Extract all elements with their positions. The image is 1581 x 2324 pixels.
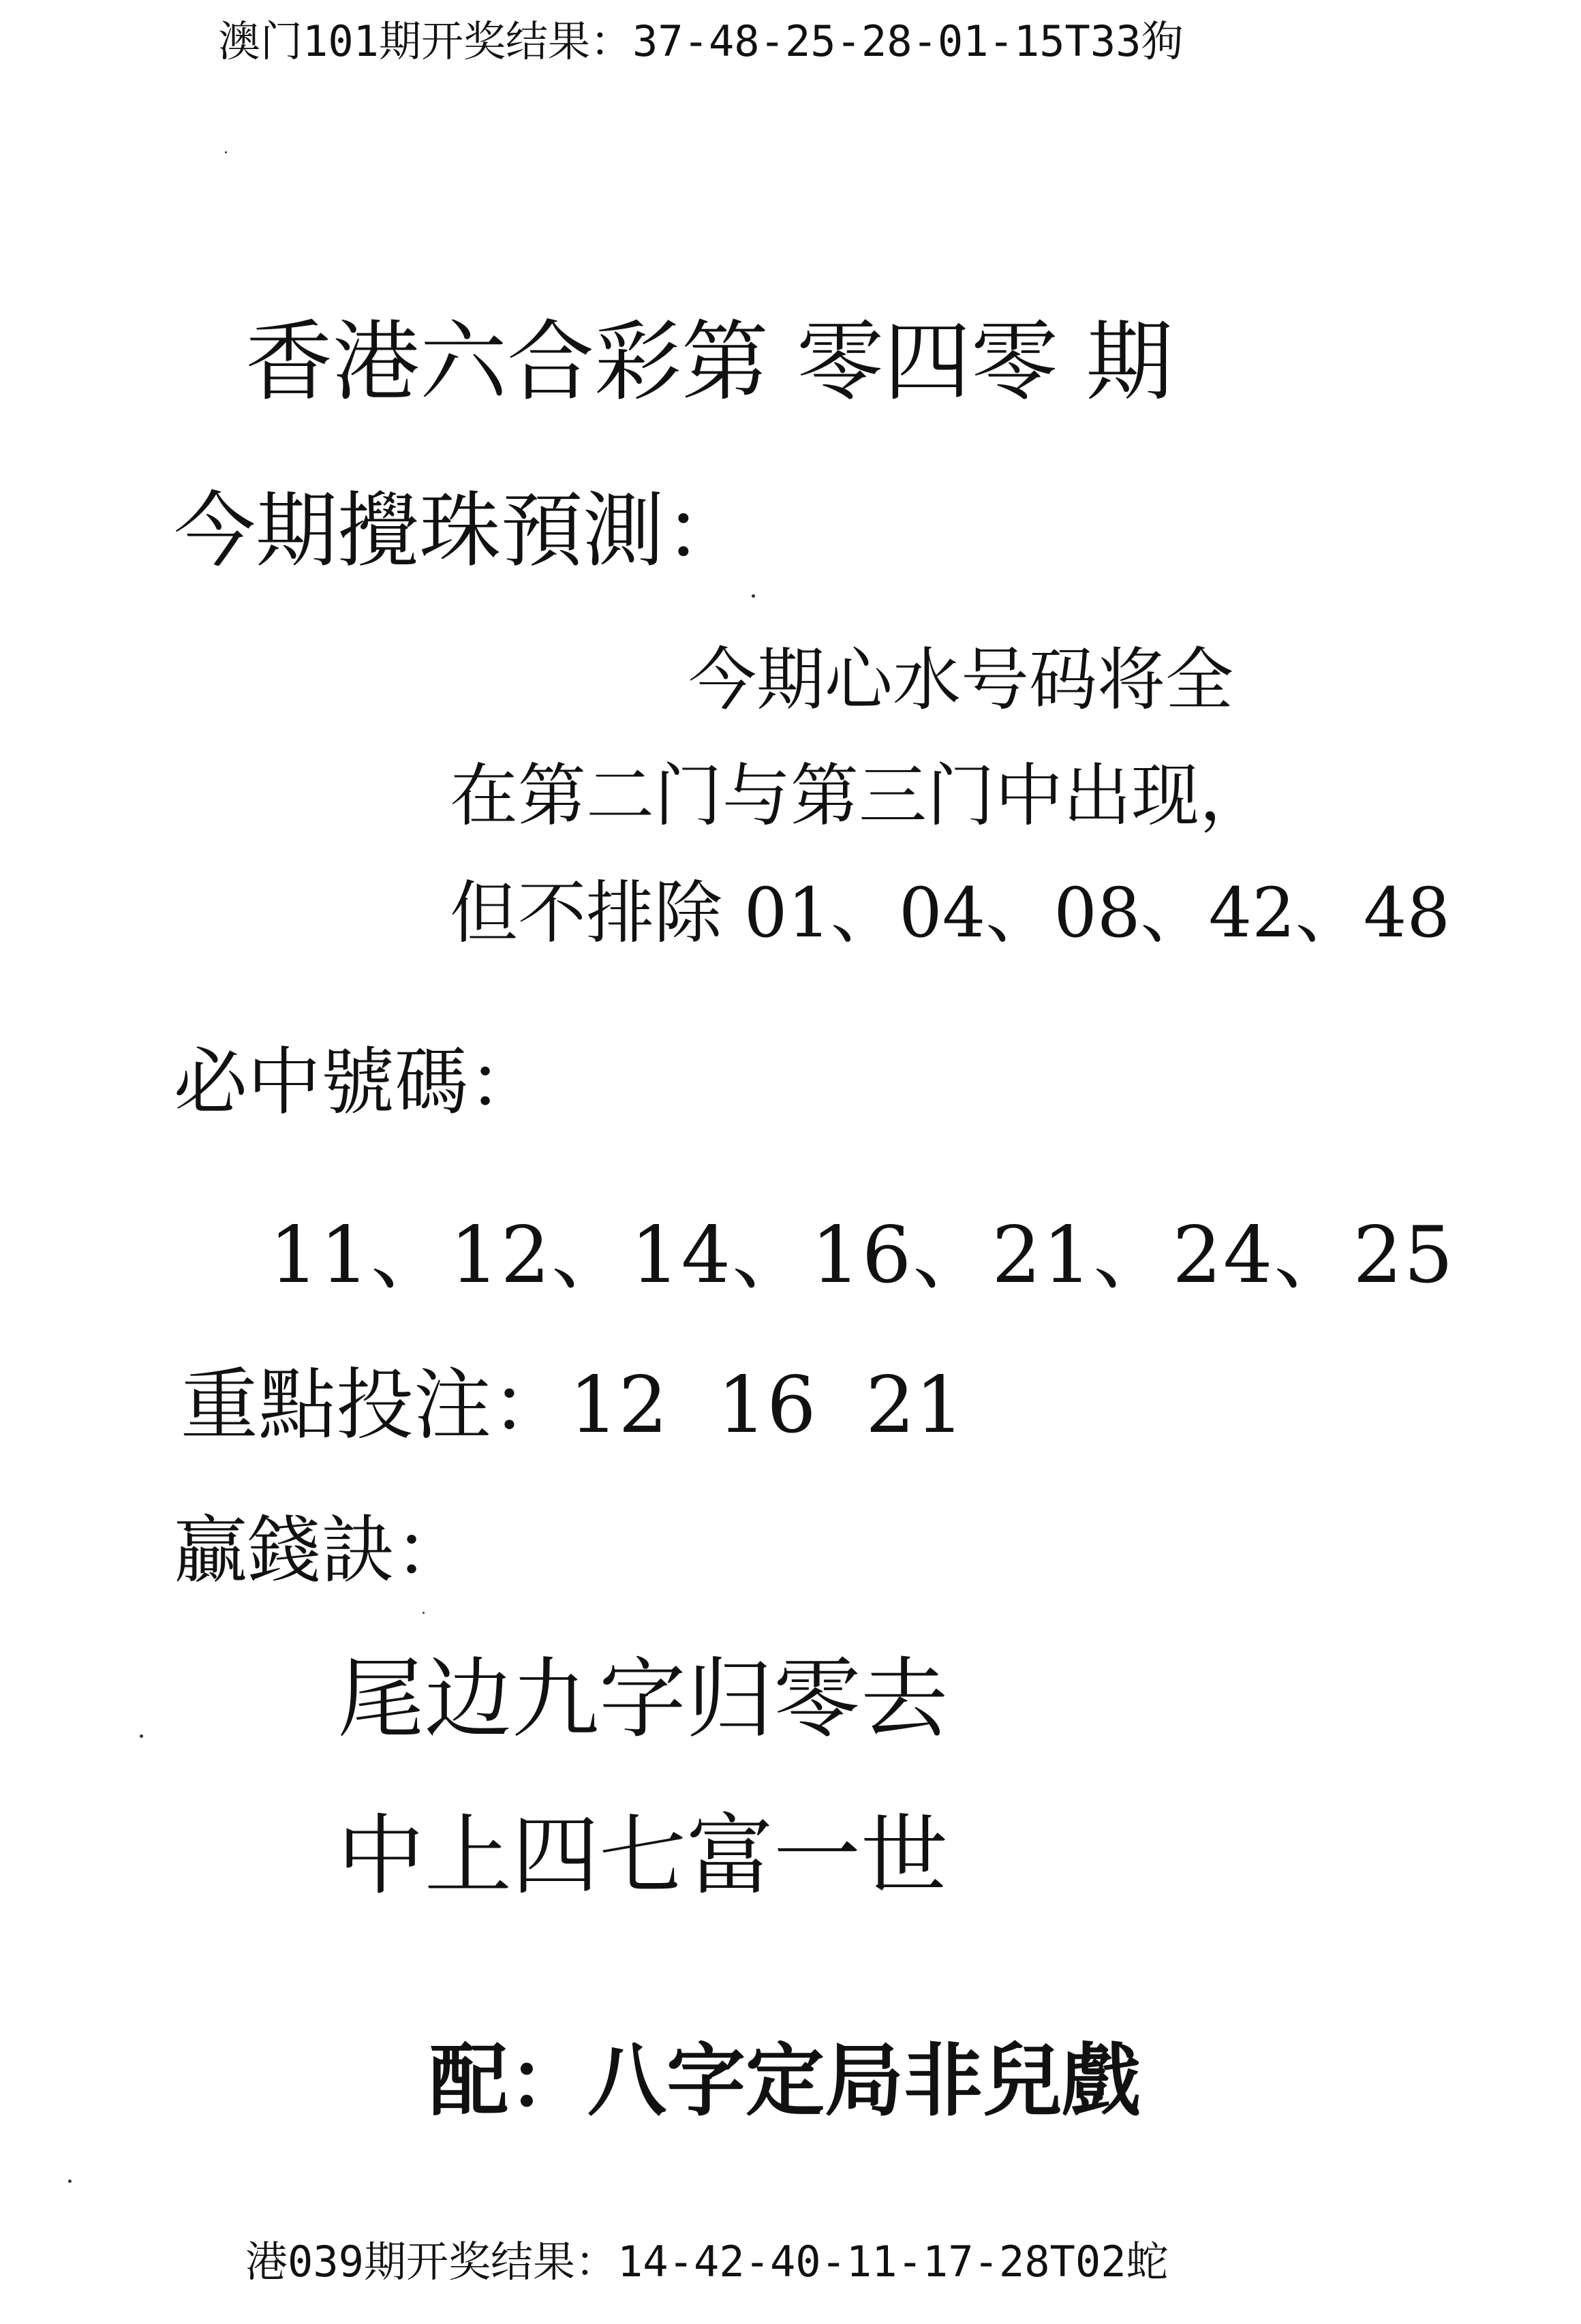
scan-speck	[225, 151, 227, 153]
scan-speck	[140, 1734, 143, 1738]
prediction-line-3: 但不排除 01、04、08、42、48	[450, 873, 1451, 953]
match-line: 配：八字定局非兒戲	[429, 2034, 1141, 2127]
hk-draw-result: 港039期开奖结果：14-42-40-11-17-28T02蛇	[245, 2237, 1169, 2287]
must-win-numbers: 11、12、14、16、21、24、25	[269, 1210, 1455, 1300]
must-win-heading: 必中號碼：	[174, 1040, 542, 1125]
key-bet-line: 重點投注：12 16 21	[181, 1360, 965, 1450]
prediction-line-1: 今期心水号码将全	[688, 640, 1233, 720]
hk-lottery-title: 香港六合彩第 零四零 期	[245, 311, 1173, 413]
scan-speck	[752, 594, 755, 598]
prediction-heading: 今期攪珠預測：	[174, 484, 746, 579]
macau-draw-result: 澳门101期开奖结果：37-48-25-28-01-15T33狗	[218, 16, 1184, 66]
scan-speck	[68, 2180, 72, 2183]
win-rhyme-line-2: 中上四七富一世	[337, 1805, 949, 1907]
win-rhyme-line-1: 尾边九字归零去	[337, 1649, 949, 1750]
prediction-line-2: 在第二门与第三门中出现，	[450, 756, 1268, 836]
win-rhyme-heading: 贏錢訣：	[174, 1508, 469, 1593]
scan-speck	[423, 1612, 425, 1614]
